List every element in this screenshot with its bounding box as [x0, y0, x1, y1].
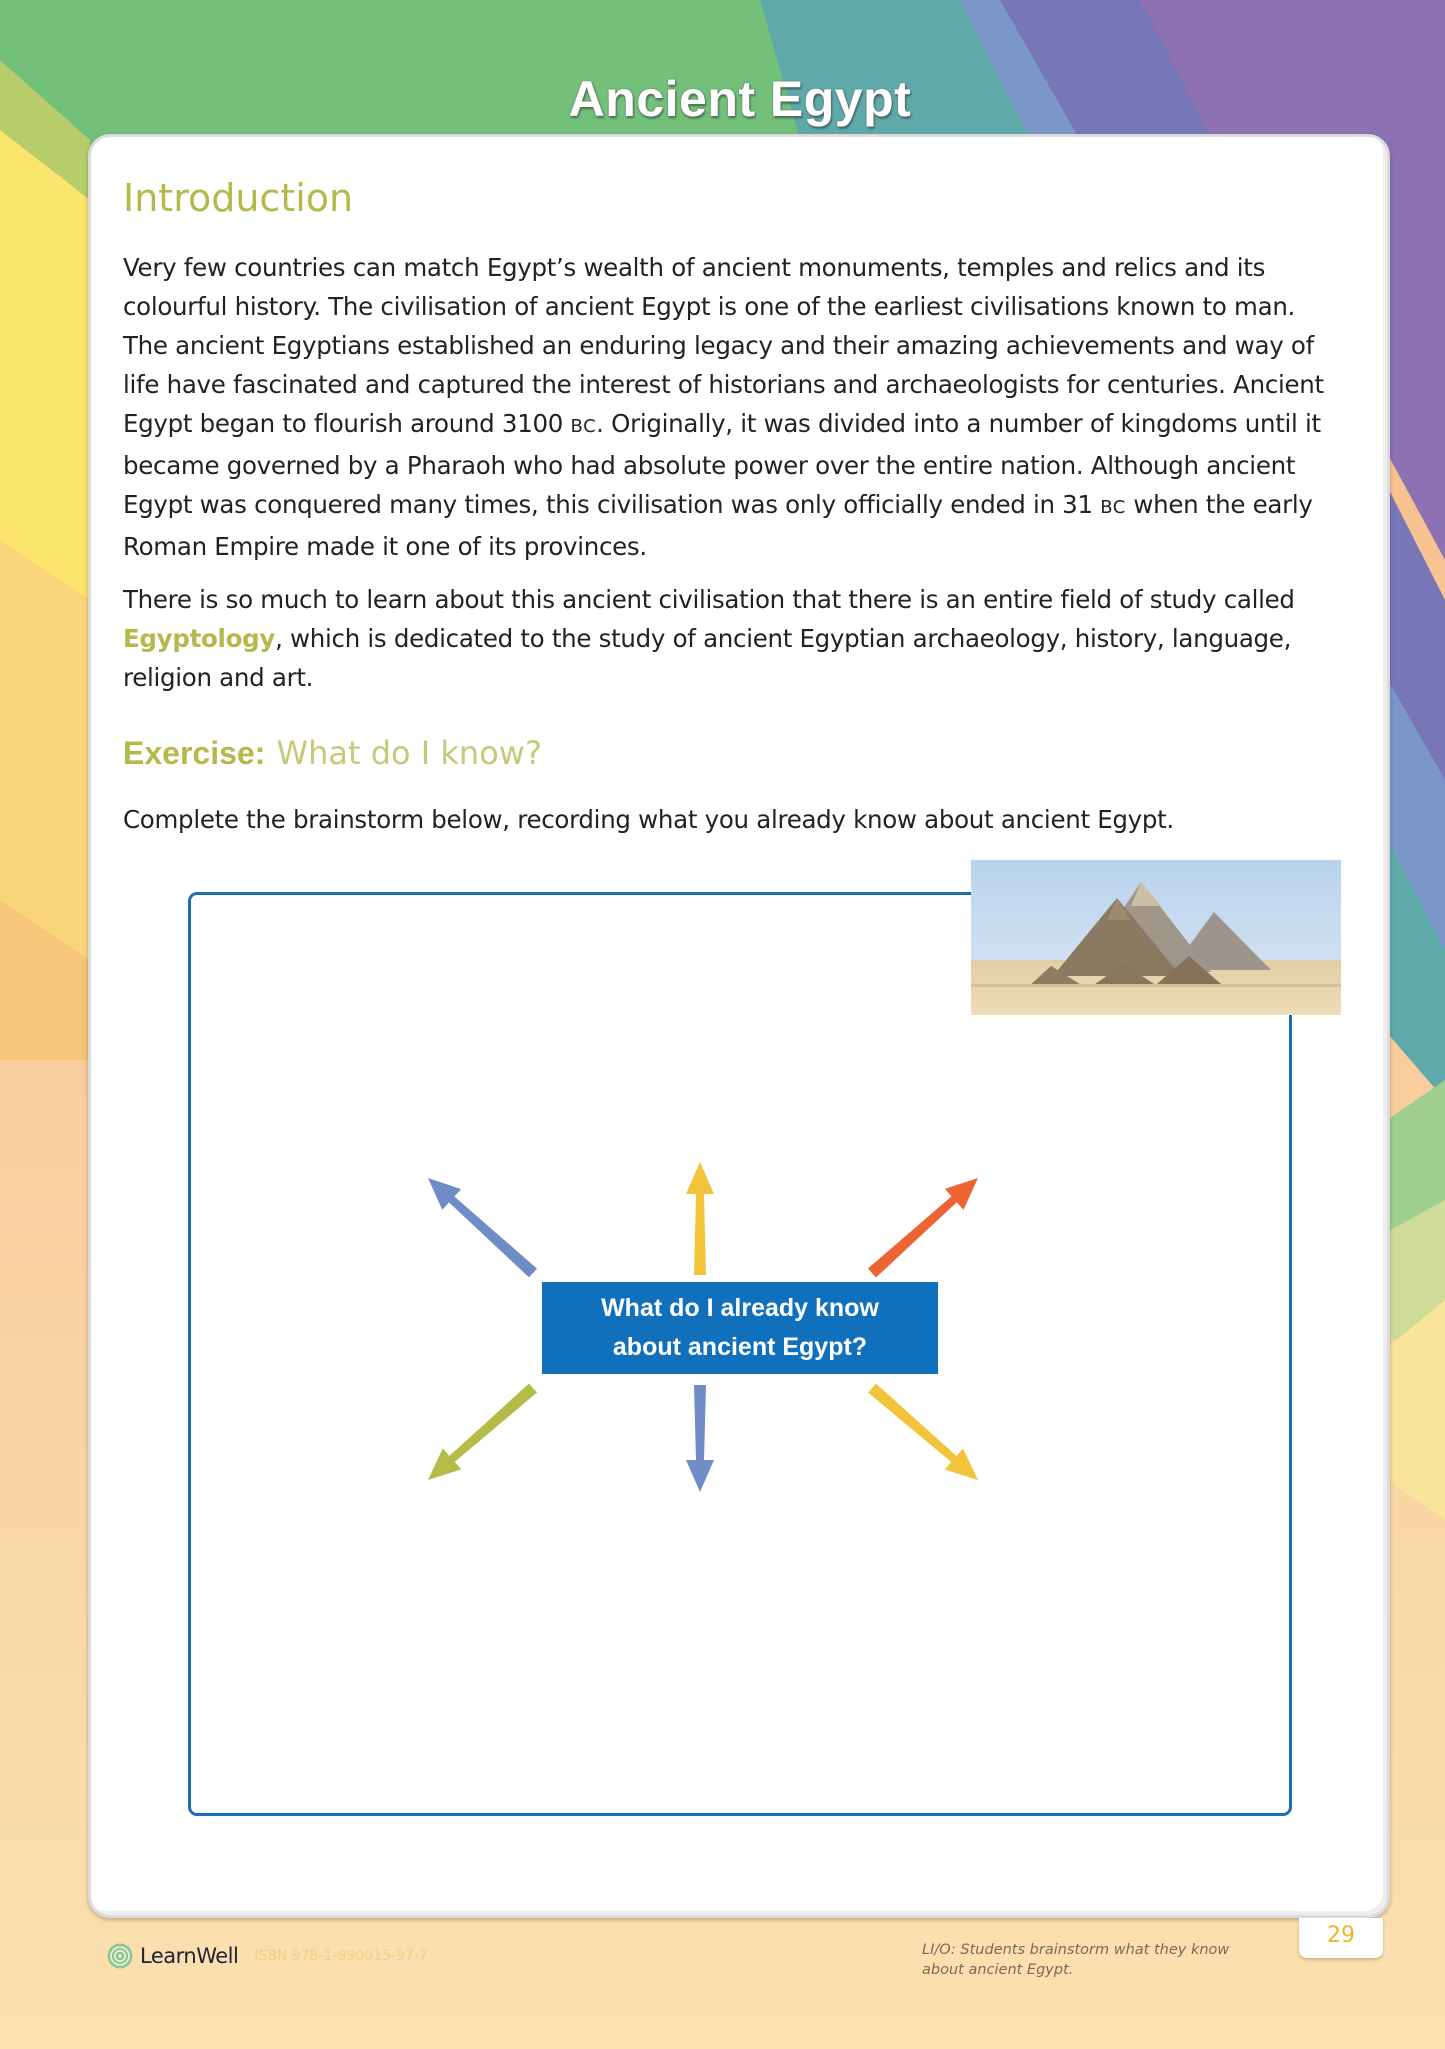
center-question-line-2: about ancient Egypt? [612, 1333, 868, 1361]
instruction-text: Complete the brainstorm below, recording what you already know about ancient Egypt. [123, 805, 1174, 834]
text-line: There is so much to learn about this ancient civilisation that there is an entire field of study called [123, 585, 1295, 614]
lio-line-1: LI/O: Students brainstorm what they know [922, 1942, 1230, 1958]
text-line: The ancient Egyptians established an enduring legacy and their amazing achievements and way of [123, 331, 1314, 360]
brand-name: LearnWell [140, 1944, 239, 1968]
exercise-heading [123, 734, 542, 772]
exercise-title: What do I know? [276, 734, 542, 772]
text-line: Egypt was conquered many times, this civilisation was only officially ended in 31 BC when the early [123, 490, 1313, 519]
arrow-up-right-icon [868, 1178, 978, 1278]
text-line: religion and art. [123, 663, 314, 692]
isbn: ISBN 978-1-990015-97-7 [254, 1948, 428, 1964]
era-abbrev: BC [1100, 497, 1126, 518]
publisher-logo [106, 1942, 428, 1970]
spiral-logo-icon [106, 1942, 134, 1970]
egyptology-term: Egyptology [123, 624, 276, 653]
arrow-down-left-icon [428, 1384, 537, 1481]
exercise-instruction [123, 800, 1353, 839]
text-line: Very few countries can match Egypt’s wealth of ancient monuments, temples and relics and its [123, 253, 1266, 282]
page-number: 29 [1299, 1918, 1383, 1958]
page-title: Ancient Egypt [568, 70, 912, 127]
brainstorm-center-question [542, 1282, 938, 1374]
text-line: life have fascinated and captured the interest of historians and archaeologists for centuries. Ancient [123, 370, 1324, 399]
arrow-down-icon [686, 1385, 714, 1492]
text-line: became governed by a Pharaoh who had absolute power over the entire nation. Although ancient [123, 451, 1296, 480]
text-line: Egypt began to flourish around 3100 BC. Originally, it was divided into a number of kingdoms until it [123, 409, 1321, 438]
text-line: colourful history. The civilisation of ancient Egypt is one of the earliest civilisations known to man. [123, 292, 1296, 321]
arrow-down-right-icon [868, 1384, 978, 1481]
intro-paragraph-2 [123, 580, 1353, 697]
arrow-up-left-icon [428, 1178, 537, 1277]
lio-line-2: about ancient Egypt. [922, 1962, 1074, 1978]
pyramids-photo [971, 860, 1341, 1015]
introduction-heading: Introduction [123, 176, 354, 220]
arrow-up-icon [686, 1162, 714, 1275]
text-line: Roman Empire made it one of its provinces. [123, 532, 647, 561]
era-abbrev: BC [570, 416, 597, 437]
exercise-label: Exercise: [123, 735, 266, 771]
intro-paragraph-1 [123, 248, 1353, 566]
center-question-line-1: What do I already know [601, 1294, 879, 1322]
text-line: Egyptology, which is dedicated to the study of ancient Egyptian archaeology, history, language, [123, 624, 1292, 653]
learning-intention-note [922, 1940, 1262, 1980]
